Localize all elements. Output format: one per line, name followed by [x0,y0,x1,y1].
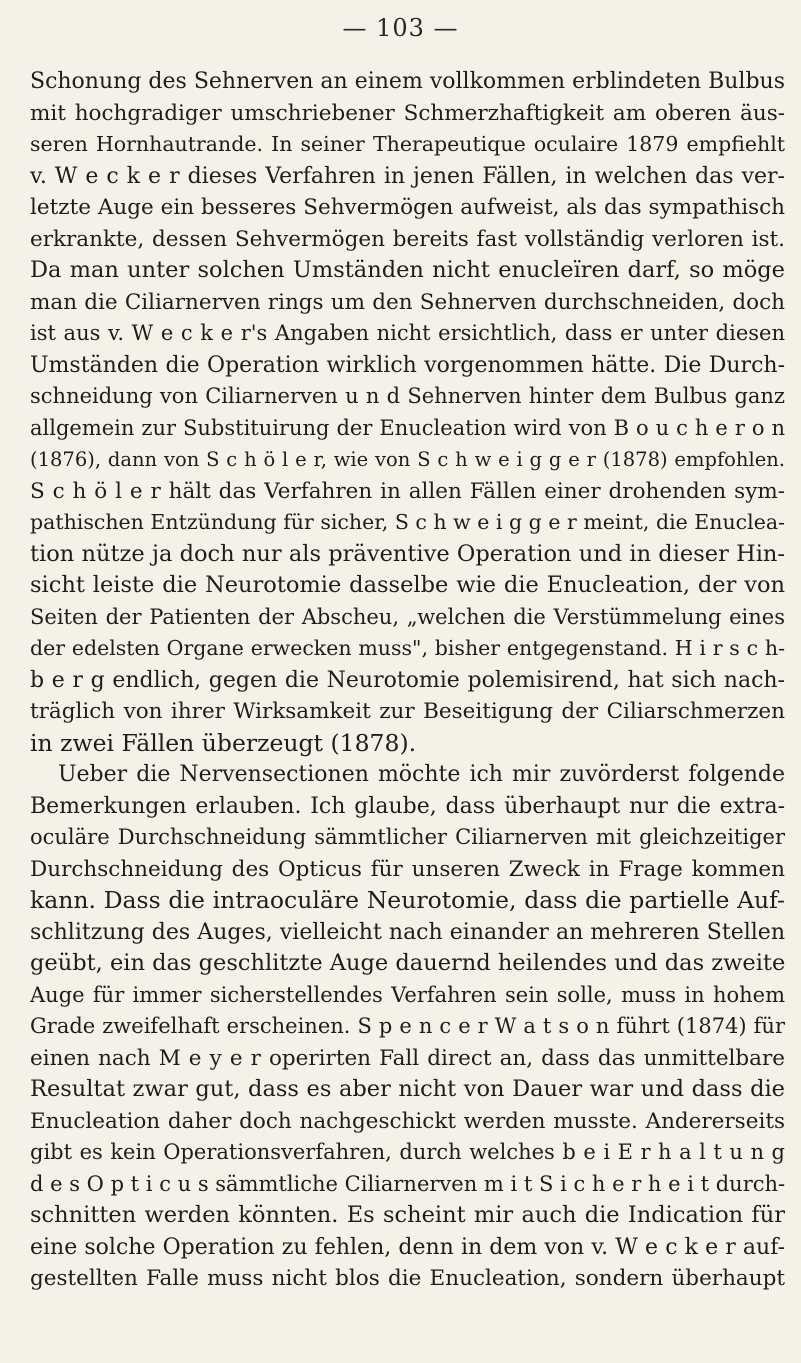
text-line: Schonung des Sehnerven an einem vollkommen erblindeten Bulbus [30,69,785,94]
text-line: Auge für immer sicherstellendes Verfahren sein solle, muss in hohem [30,982,785,1007]
text-line: pathischen Entzündung für sicher, S c h w e i g g e r meint, die Enuclea- [30,510,785,534]
text-line: Ueber die Nervensectionen möchte ich mir zuvörderst folgende [58,762,785,787]
text-line: erkrankte, dessen Sehvermögen bereits fast vollständig verloren ist. [30,226,785,252]
text-line: Grade zweifelhaft erscheinen. S p e n c e r W a t s o n führt (1874) für [30,1014,785,1038]
text-line: schnitten werden könnten. Es scheint mir auch die Indication für [30,1202,785,1228]
text-line: letzte Auge ein besseres Sehvermögen aufweist, als das sympathisch [30,195,785,220]
text-line: Durchschneidung des Opticus für unseren Zweck in Frage kommen [30,856,785,882]
page-number-header: — 103 — [342,14,459,42]
text-line: Seiten der Patienten der Abscheu, „welchen die Verstümmelung eines [30,604,785,629]
text-line: mit hochgradiger umschriebener Schmerzhaftigkeit am oberen äus- [30,100,785,126]
text-line: in zwei Fällen überzeugt (1878). [30,728,417,757]
text-line: tion nütze ja doch nur als präventive Operation und in dieser Hin- [30,540,785,567]
text-line: schlitzung des Auges, vielleicht nach einander an mehreren Stellen [30,919,785,945]
body-text [30,66,785,1295]
text-line: der edelsten Organe erwecken muss", bisher entgegenstand. H i r s c h- [30,636,785,660]
text-line: oculäre Durchschneidung sämmtlicher Ciliarnerven mit gleichzeitiger [30,825,785,849]
text-line: kann. Dass die intraoculäre Neurotomie, dass die partielle Auf- [30,886,785,914]
text-line: gibt es kein Operationsverfahren, durch welches b e i E r h a l t u n g [30,1140,785,1164]
text-line: Bemerkungen erlauben. Ich glaube, dass überhaupt nur die extra- [30,793,785,819]
text-line: v. W e c k e r dieses Verfahren in jenen Fällen, in welchen das ver- [30,163,785,189]
text-line: einen nach M e y e r operirten Fall direct an, dass das unmittelbare [30,1045,785,1071]
text-line: schneidung von Ciliarnerven u n d Sehnerven hinter dem Bulbus ganz [30,384,785,408]
text-line: ist aus v. W e c k e r's Angaben nicht ersichtlich, dass er unter diesen [30,321,785,345]
text-line: b e r g endlich, gegen die Neurotomie polemisirend, hat sich nach- [30,667,785,693]
text-line: gestellten Falle muss nicht blos die Enucleation, sondern überhaupt [30,1266,785,1291]
text-line: man die Ciliarnerven rings um den Sehnerven durchschneiden, doch [30,289,785,315]
text-line: allgemein zur Substituirung der Enucleation wird von B o u c h e r o n [30,415,785,440]
text-line: eine solche Operation zu fehlen, denn in dem von v. W e c k e r auf- [30,1234,785,1260]
text-line: Resultat zwar gut, dass es aber nicht von Dauer war und dass die [30,1076,785,1102]
text-line: seren Hornhautrande. In seiner Therapeutique oculaire 1879 empfiehlt [30,132,785,156]
text-line: (1876), dann von S c h ö l e r, wie von S c h w e i g g e r (1878) empfohlen. [30,448,785,471]
text-line: geübt, ein das geschlitzte Auge dauernd heilendes und das zweite [30,950,785,976]
text-line: d e s O p t i c u s sämmtliche Ciliarnerven m i t S i c h e r h e i t durch- [30,1171,785,1196]
text-line: S c h ö l e r hält das Verfahren in allen Fällen einer drohenden sym- [30,478,785,504]
text-line: Enucleation daher doch nachgeschickt werden musste. Andererseits [30,1108,785,1134]
text-line: sicht leiste die Neurotomie dasselbe wie die Enucleation, der von [30,572,785,598]
text-line: Umständen die Operation wirklich vorgenommen hätte. Die Durch- [30,352,785,378]
text-line: träglich von ihrer Wirksamkeit zur Beseitigung der Ciliarschmerzen [30,699,785,724]
text-line: Da man unter solchen Umständen nicht enucleïren darf, so möge [30,257,785,283]
